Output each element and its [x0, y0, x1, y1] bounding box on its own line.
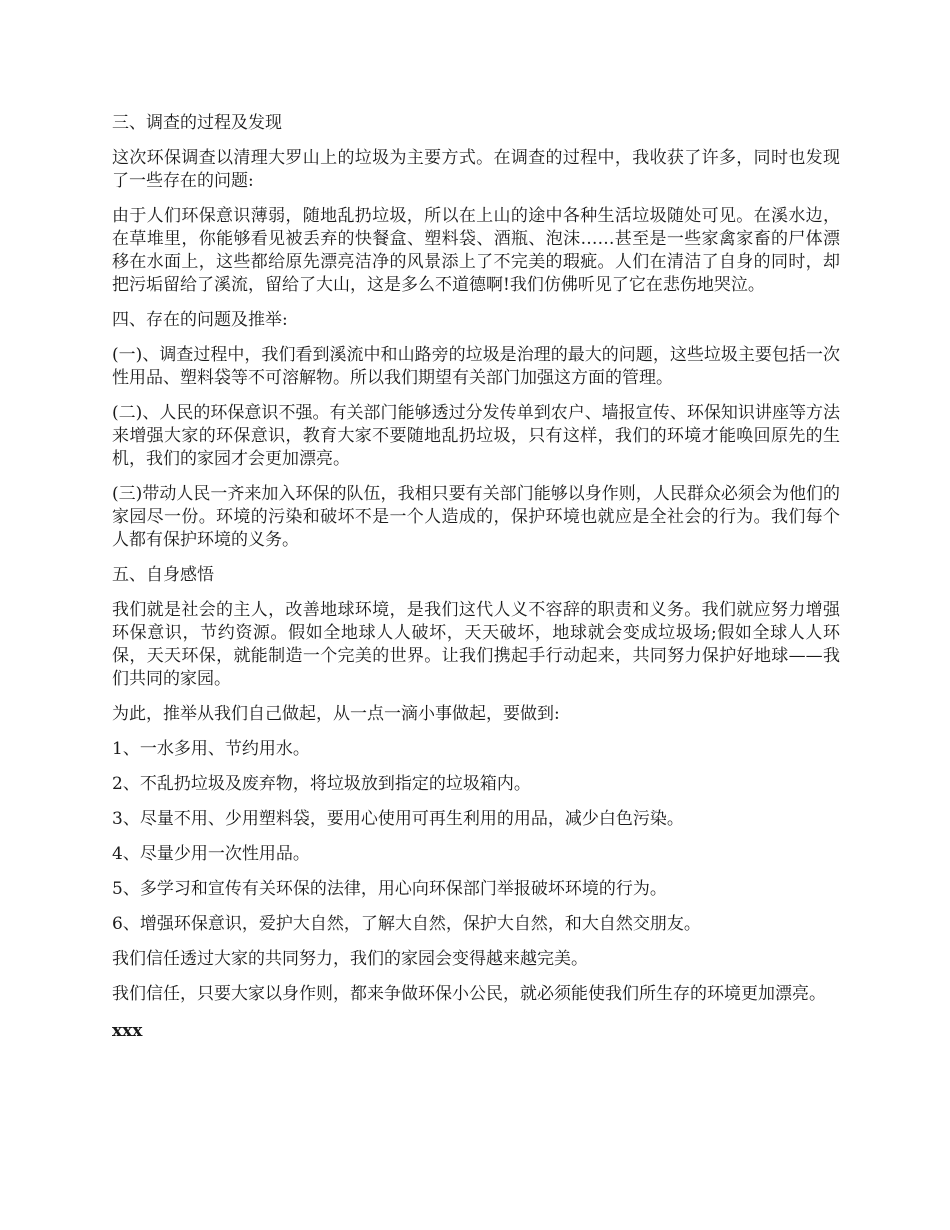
paragraph-closing-1: 我们信任透过大家的共同努力，我们的家园会变得越来越完美。: [112, 949, 588, 969]
list-item: 4、尽量少用一次性用品。: [112, 844, 310, 864]
list-item: 2、不乱扔垃圾及废弃物，将垃圾放到指定的垃圾箱内。: [112, 774, 531, 794]
problem-item-1: (一)、调查过程中，我们看到溪流中和山路旁的垃圾是治理的最大的问题，这些垃圾主要包括一次性用品、塑料袋等不可溶解物。所以我们期望有关部门加强这方面的管理。: [112, 345, 840, 388]
signature: xxx: [112, 1021, 143, 1041]
section-heading-reflection: 五、自身感悟: [112, 565, 214, 585]
section-heading-process: 三、调查的过程及发现: [112, 113, 282, 133]
document-body: [112, 112, 840, 1055]
section-heading-problems: 四、存在的问题及推举:: [112, 310, 288, 330]
paragraph-intro: 这次环保调查以清理大罗山上的垃圾为主要方式。在调查的过程中，我收获了许多，同时也发现了一些存在的问题:: [112, 148, 840, 191]
paragraph-reflection: 我们就是社会的主人，改善地球环境，是我们这代人义不容辞的职责和义务。我们就应努力增强环保意识，节约资源。假如全地球人人破坏，天天破坏，地球就会变成垃圾场;假如全球人人环保，天天环保，就能制造一个完美的世界。让我们携起手行动起来，共同努力保护好地球——我们共同的家园。: [112, 600, 840, 689]
list-item: 1、一水多用、节约用水。: [112, 739, 310, 759]
paragraph-recommendation: 为此，推举从我们自己做起，从一点一滴小事做起，要做到:: [112, 704, 560, 724]
list-item: 6、增强环保意识，爱护大自然，了解大自然，保护大自然，和大自然交朋友。: [112, 914, 701, 934]
paragraph-findings: 由于人们环保意识薄弱，随地乱扔垃圾，所以在上山的途中各种生活垃圾随处可见。在溪水边，在草堆里，你能够看见被丢弃的快餐盒、塑料袋、酒瓶、泡沫……甚至是一些家禽家畜的尸体漂移在水面上，这些都给原先漂亮洁净的风景添上了不完美的瑕疵。人们在清洁了自身的同时，却把污垢留给了溪流，留给了大山，这是多么不道德啊!我们仿佛听见了它在悲伤地哭泣。: [112, 206, 840, 295]
problem-item-2: (二)、人民的环保意识不强。有关部门能够透过分发传单到农户、墙报宣传、环保知识讲座等方法来增强大家的环保意识，教育大家不要随地乱扔垃圾，只有这样，我们的环境才能唤回原先的生机，我们的家园才会更加漂亮。: [112, 403, 840, 469]
paragraph-closing-2: 我们信任，只要大家以身作则，都来争做环保小公民，就必须能使我们所生存的环境更加漂亮。: [112, 984, 826, 1004]
list-item: 5、多学习和宣传有关环保的法律，用心向环保部门举报破坏环境的行为。: [112, 879, 667, 899]
list-item: 3、尽量不用、少用塑料袋，要用心使用可再生利用的用品，减少白色污染。: [112, 809, 684, 829]
problem-item-3: (三)带动人民一齐来加入环保的队伍，我相只要有关部门能够以身作则，人民群众必须会为他们的家园尽一份。环境的污染和破坏不是一个人造成的，保护环境也就应是全社会的行为。我们每个人都有保护环境的义务。: [112, 484, 840, 550]
